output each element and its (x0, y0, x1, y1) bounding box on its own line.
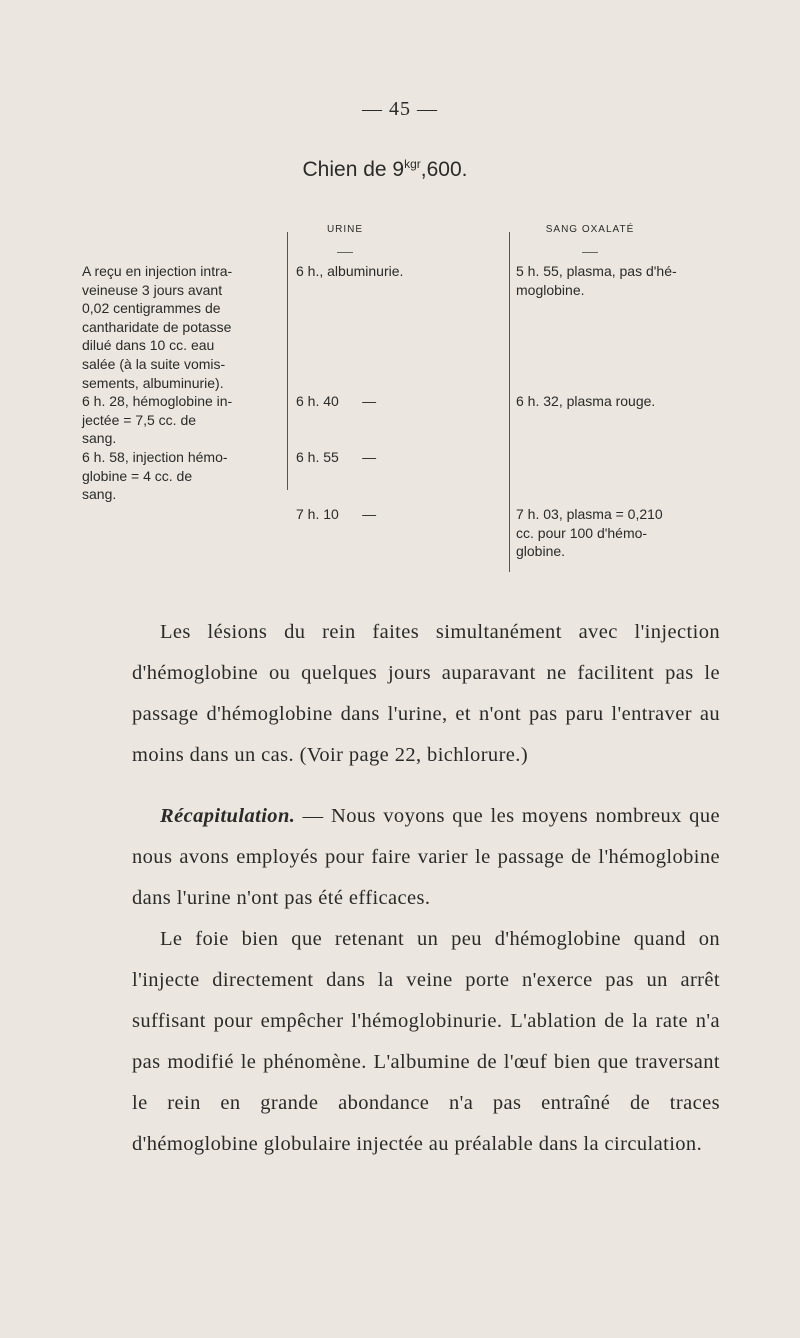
table-title-tail: ,600. (420, 158, 468, 181)
table-rule-right (509, 232, 510, 572)
header-urine: URINE (326, 224, 364, 235)
table-title-sup: kgr (404, 157, 421, 171)
table-title-main: Chien de 9 (302, 158, 405, 181)
urine-row-2: 6 h. 40 — (296, 393, 377, 409)
header-sang: SANG OXALATÉ (545, 224, 635, 235)
paragraph-lesions: Les lésions du rein faites simultanément avec l'injection d'hémoglobine ou quelques jours auparavant ne facilitent pas le passage d'hémoglobine dans l'urine, et n'ont pas paru l'entraver au moins dans un cas. (Voir page 22, bichlorure.) (132, 621, 720, 766)
sang-row-1: 5 h. 55, plasma, pas d'hé- moglobine. (516, 263, 677, 298)
recap-text: — Nous voyons que les moyens nombreux que nous avons employés pour faire varier le passage de l'hémoglobine dans l'urine n'ont pas été efficaces. (132, 805, 720, 909)
paragraph-foie: Le foie bien que retenant un peu d'hémoglobine quand on l'injecte directement dans la veine porte n'exerce pas un arrêt suffisant pour empêcher l'hémoglobinurie. L'ablation de la rate n'a pas modifié le phénomène. L'albumine de l'œuf bien que traversant le rein en grande abondance n'a pas entraîné de traces d'hémoglobine globulaire injectée au préalable dans la circulation. (132, 928, 720, 1155)
header-urine-rule (337, 252, 353, 253)
urine-row-3: 6 h. 55 — (296, 449, 377, 465)
paragraph-recapitulation (132, 796, 720, 919)
page-number: — 45 — (362, 98, 438, 120)
urine-row-4: 7 h. 10 — (296, 506, 377, 522)
sang-row-2: 6 h. 32, plasma rouge. (516, 393, 656, 409)
body-text (132, 612, 720, 1165)
table-left-column: A reçu en injection intra- veineuse 3 jours avant 0,02 centigrammes de cantharidate de potasse dilué dans 10 cc. eau salée (à la suite vomis- sements, albuminurie). 6 h. 28, hémoglobine in- jectée = 7,5 cc. de sang. 6 h. 58, injection hémo- globine = 4 cc. de sang. (82, 263, 233, 503)
sang-row-3: 7 h. 03, plasma = 0,210 cc. pour 100 d'hémo- globine. (516, 506, 663, 560)
recap-heading: Récapitulation. (160, 805, 296, 827)
header-sang-rule (582, 252, 598, 253)
urine-row-1: 6 h., albuminurie. (296, 263, 404, 279)
table-title (0, 157, 770, 182)
table-rule-left (287, 232, 288, 490)
